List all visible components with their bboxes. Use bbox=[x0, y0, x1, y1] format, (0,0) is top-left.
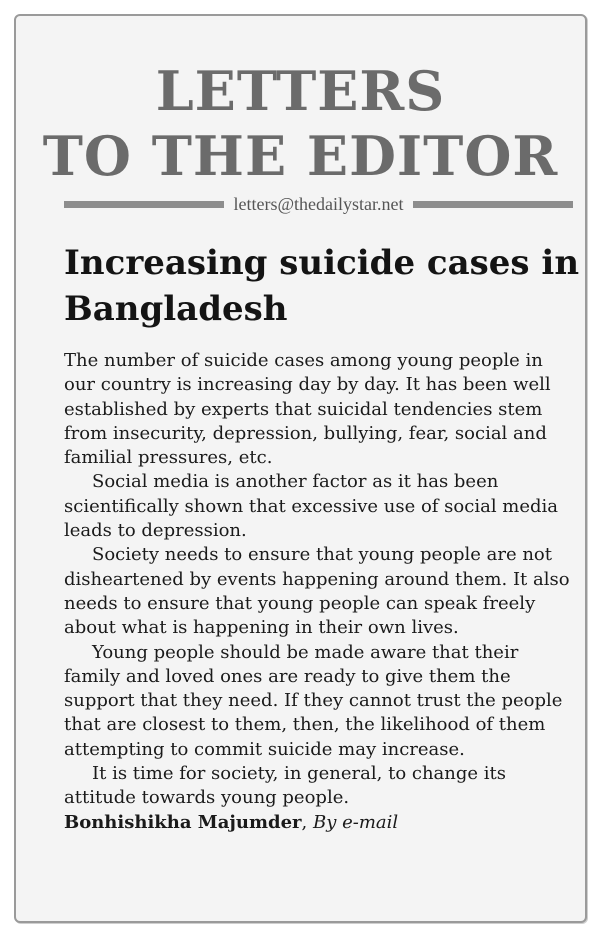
headline-line1: Increasing suicide cases in bbox=[64, 243, 580, 283]
paragraph-3: Society needs to ensure that young people are not disheartened by events happening around them. It also needs to ensure that young people can speak freely about what is happening in their own lives. bbox=[64, 544, 570, 639]
divider-left bbox=[64, 201, 224, 208]
letter-headline bbox=[64, 240, 584, 332]
paragraph-5: It is time for society, in general, to change its attitude towards young people. bbox=[64, 763, 506, 809]
letter-card bbox=[14, 14, 587, 923]
author-name: Bonhishikha Majumder bbox=[64, 811, 302, 833]
section-title-line2: TO THE EDITOR bbox=[42, 124, 559, 188]
letter-body bbox=[64, 349, 579, 835]
paragraph-2: Social media is another factor as it has been scientifically shown that excessive use of social media leads to depression. bbox=[64, 471, 559, 542]
paragraph-4: Young people should be made aware that their family and loved ones are ready to give them the support that they need. If they cannot trust the people that are closest to them, then, the likelihood of them attempting to commit suicide may increase. bbox=[64, 641, 563, 760]
paragraph-1: The number of suicide cases among young people in our country is increasing day by day. It has been well established by experts that suicidal tendencies stem from insecurity, depression, bullying, fear, social and familial pressures, etc. bbox=[64, 350, 551, 469]
section-title-line1: LETTERS bbox=[155, 59, 446, 123]
letter-signature: Bonhishikha Majumder, By e-mail bbox=[64, 811, 399, 833]
email-divider bbox=[64, 192, 573, 216]
divider-right bbox=[413, 201, 573, 208]
headline-line2: Bangladesh bbox=[64, 289, 288, 329]
submission-method: By e-mail bbox=[313, 811, 399, 833]
editor-email: letters@thedailystar.net bbox=[233, 193, 404, 214]
